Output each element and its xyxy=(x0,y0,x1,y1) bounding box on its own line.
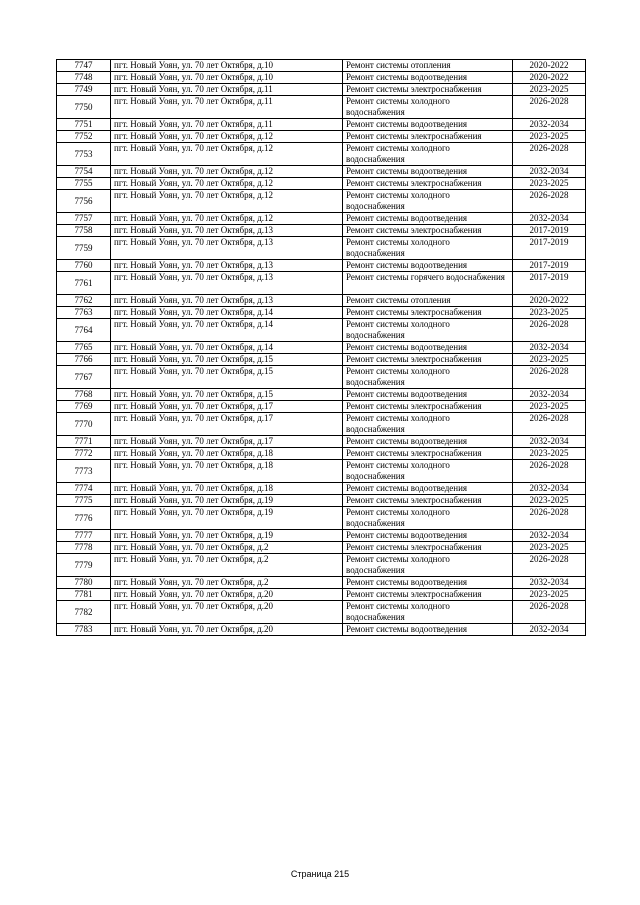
row-number: 7775 xyxy=(57,495,111,507)
row-number: 7770 xyxy=(57,413,111,436)
row-address: пгт. Новый Уоян, ул. 70 лет Октября, д.11 xyxy=(111,96,343,119)
row-address: пгт. Новый Уоян, ул. 70 лет Октября, д.11 xyxy=(111,119,343,131)
table-row xyxy=(57,366,586,389)
row-period: 2023-2025 xyxy=(513,178,586,190)
row-number: 7767 xyxy=(57,366,111,389)
row-period: 2023-2025 xyxy=(513,401,586,413)
row-address: пгт. Новый Уоян, ул. 70 лет Октября, д.17 xyxy=(111,413,343,436)
row-number: 7761 xyxy=(57,272,111,295)
row-address: пгт. Новый Уоян, ул. 70 лет Октября, д.20 xyxy=(111,624,343,636)
row-number: 7758 xyxy=(57,225,111,237)
row-address: пгт. Новый Уоян, ул. 70 лет Октября, д.17 xyxy=(111,436,343,448)
row-period: 2032-2034 xyxy=(513,342,586,354)
row-work-type: Ремонт системы холодного водоснабжения xyxy=(343,601,513,624)
row-number: 7771 xyxy=(57,436,111,448)
table-row xyxy=(57,601,586,624)
row-address: пгт. Новый Уоян, ул. 70 лет Октября, д.2 xyxy=(111,577,343,589)
row-number: 7764 xyxy=(57,319,111,342)
row-number: 7782 xyxy=(57,601,111,624)
row-work-type: Ремонт системы отопления xyxy=(343,295,513,307)
table-row xyxy=(57,119,586,131)
row-period: 2032-2034 xyxy=(513,119,586,131)
row-number: 7772 xyxy=(57,448,111,460)
row-period: 2026-2028 xyxy=(513,507,586,530)
row-address: пгт. Новый Уоян, ул. 70 лет Октября, д.19 xyxy=(111,530,343,542)
works-table xyxy=(56,59,586,636)
table-row xyxy=(57,272,586,295)
table-row xyxy=(57,295,586,307)
row-number: 7748 xyxy=(57,72,111,84)
row-number: 7768 xyxy=(57,389,111,401)
table-row xyxy=(57,354,586,366)
row-number: 7769 xyxy=(57,401,111,413)
row-number: 7763 xyxy=(57,307,111,319)
table-row xyxy=(57,436,586,448)
row-period: 2026-2028 xyxy=(513,366,586,389)
row-work-type: Ремонт системы водоотведения xyxy=(343,436,513,448)
row-address: пгт. Новый Уоян, ул. 70 лет Октября, д.12 xyxy=(111,190,343,213)
row-work-type: Ремонт системы холодного водоснабжения xyxy=(343,143,513,166)
row-number: 7777 xyxy=(57,530,111,542)
row-address: пгт. Новый Уоян, ул. 70 лет Октября, д.20 xyxy=(111,601,343,624)
page-number: Страница 215 xyxy=(290,869,350,879)
row-work-type: Ремонт системы холодного водоснабжения xyxy=(343,190,513,213)
row-period: 2032-2034 xyxy=(513,483,586,495)
row-period: 2020-2022 xyxy=(513,72,586,84)
row-address: пгт. Новый Уоян, ул. 70 лет Октября, д.11 xyxy=(111,84,343,96)
row-number: 7750 xyxy=(57,96,111,119)
table-row xyxy=(57,319,586,342)
row-work-type: Ремонт системы холодного водоснабжения xyxy=(343,554,513,577)
table-row xyxy=(57,483,586,495)
table-row xyxy=(57,413,586,436)
row-work-type: Ремонт системы электроснабжения xyxy=(343,354,513,366)
row-address: пгт. Новый Уоян, ул. 70 лет Октября, д.12 xyxy=(111,131,343,143)
row-period: 2026-2028 xyxy=(513,143,586,166)
row-work-type: Ремонт системы электроснабжения xyxy=(343,307,513,319)
table-row xyxy=(57,307,586,319)
row-work-type: Ремонт системы электроснабжения xyxy=(343,225,513,237)
row-number: 7756 xyxy=(57,190,111,213)
row-work-type: Ремонт системы электроснабжения xyxy=(343,495,513,507)
table-row xyxy=(57,577,586,589)
table-row xyxy=(57,542,586,554)
row-number: 7773 xyxy=(57,460,111,483)
row-number: 7778 xyxy=(57,542,111,554)
row-number: 7760 xyxy=(57,260,111,272)
row-address: пгт. Новый Уоян, ул. 70 лет Октября, д.20 xyxy=(111,589,343,601)
row-number: 7757 xyxy=(57,213,111,225)
table-row xyxy=(57,72,586,84)
row-work-type: Ремонт системы водоотведения xyxy=(343,342,513,354)
table-row xyxy=(57,84,586,96)
table-row xyxy=(57,389,586,401)
row-work-type: Ремонт системы холодного водоснабжения xyxy=(343,366,513,389)
row-work-type: Ремонт системы водоотведения xyxy=(343,530,513,542)
table-row xyxy=(57,190,586,213)
row-work-type: Ремонт системы горячего водоснабжения xyxy=(343,272,513,295)
row-work-type: Ремонт системы водоотведения xyxy=(343,389,513,401)
row-number: 7751 xyxy=(57,119,111,131)
table-row xyxy=(57,530,586,542)
row-address: пгт. Новый Уоян, ул. 70 лет Октября, д.12 xyxy=(111,143,343,166)
row-work-type: Ремонт системы электроснабжения xyxy=(343,542,513,554)
row-work-type: Ремонт системы электроснабжения xyxy=(343,131,513,143)
row-work-type: Ремонт системы электроснабжения xyxy=(343,589,513,601)
row-number: 7747 xyxy=(57,60,111,72)
row-address: пгт. Новый Уоян, ул. 70 лет Октября, д.19 xyxy=(111,495,343,507)
row-address: пгт. Новый Уоян, ул. 70 лет Октября, д.2 xyxy=(111,554,343,577)
row-number: 7752 xyxy=(57,131,111,143)
row-period: 2017-2019 xyxy=(513,272,586,295)
row-period: 2017-2019 xyxy=(513,225,586,237)
table-row xyxy=(57,401,586,413)
row-number: 7780 xyxy=(57,577,111,589)
table-row xyxy=(57,131,586,143)
table-row xyxy=(57,178,586,190)
row-period: 2023-2025 xyxy=(513,307,586,319)
row-period: 2032-2034 xyxy=(513,624,586,636)
row-number: 7779 xyxy=(57,554,111,577)
row-work-type: Ремонт системы водоотведения xyxy=(343,72,513,84)
row-address: пгт. Новый Уоян, ул. 70 лет Октября, д.12 xyxy=(111,178,343,190)
row-period: 2026-2028 xyxy=(513,460,586,483)
row-address: пгт. Новый Уоян, ул. 70 лет Октября, д.12 xyxy=(111,166,343,178)
row-address: пгт. Новый Уоян, ул. 70 лет Октября, д.13 xyxy=(111,237,343,260)
row-work-type: Ремонт системы холодного водоснабжения xyxy=(343,460,513,483)
row-work-type: Ремонт системы холодного водоснабжения xyxy=(343,507,513,530)
row-work-type: Ремонт системы водоотведения xyxy=(343,624,513,636)
row-period: 2023-2025 xyxy=(513,354,586,366)
table-row xyxy=(57,166,586,178)
table-row xyxy=(57,213,586,225)
table-row xyxy=(57,554,586,577)
row-address: пгт. Новый Уоян, ул. 70 лет Октября, д.15 xyxy=(111,354,343,366)
row-work-type: Ремонт системы водоотведения xyxy=(343,260,513,272)
row-period: 2023-2025 xyxy=(513,495,586,507)
row-address: пгт. Новый Уоян, ул. 70 лет Октября, д.14 xyxy=(111,342,343,354)
row-number: 7765 xyxy=(57,342,111,354)
row-number: 7783 xyxy=(57,624,111,636)
row-address: пгт. Новый Уоян, ул. 70 лет Октября, д.18 xyxy=(111,460,343,483)
row-period: 2032-2034 xyxy=(513,577,586,589)
row-work-type: Ремонт системы электроснабжения xyxy=(343,401,513,413)
row-address: пгт. Новый Уоян, ул. 70 лет Октября, д.10 xyxy=(111,60,343,72)
row-period: 2026-2028 xyxy=(513,601,586,624)
table-row xyxy=(57,448,586,460)
table-row xyxy=(57,225,586,237)
row-address: пгт. Новый Уоян, ул. 70 лет Октября, д.12 xyxy=(111,213,343,225)
row-period: 2026-2028 xyxy=(513,190,586,213)
table-row xyxy=(57,495,586,507)
row-address: пгт. Новый Уоян, ул. 70 лет Октября, д.17 xyxy=(111,401,343,413)
works-table-body xyxy=(57,60,586,636)
row-period: 2020-2022 xyxy=(513,295,586,307)
table-row xyxy=(57,96,586,119)
row-period: 2026-2028 xyxy=(513,413,586,436)
row-address: пгт. Новый Уоян, ул. 70 лет Октября, д.14 xyxy=(111,307,343,319)
row-period: 2032-2034 xyxy=(513,389,586,401)
row-address: пгт. Новый Уоян, ул. 70 лет Октября, д.13 xyxy=(111,295,343,307)
table-row xyxy=(57,342,586,354)
row-period: 2026-2028 xyxy=(513,554,586,577)
row-address: пгт. Новый Уоян, ул. 70 лет Октября, д.13 xyxy=(111,260,343,272)
row-period: 2032-2034 xyxy=(513,213,586,225)
row-address: пгт. Новый Уоян, ул. 70 лет Октября, д.13 xyxy=(111,272,343,295)
row-address: пгт. Новый Уоян, ул. 70 лет Октября, д.15 xyxy=(111,366,343,389)
table-row xyxy=(57,507,586,530)
table-row xyxy=(57,589,586,601)
row-period: 2023-2025 xyxy=(513,542,586,554)
row-number: 7753 xyxy=(57,143,111,166)
table-row xyxy=(57,60,586,72)
row-work-type: Ремонт системы холодного водоснабжения xyxy=(343,237,513,260)
row-period: 2032-2034 xyxy=(513,530,586,542)
row-work-type: Ремонт системы отопления xyxy=(343,60,513,72)
row-number: 7776 xyxy=(57,507,111,530)
row-number: 7762 xyxy=(57,295,111,307)
table-row xyxy=(57,143,586,166)
row-work-type: Ремонт системы электроснабжения xyxy=(343,84,513,96)
row-address: пгт. Новый Уоян, ул. 70 лет Октября, д.19 xyxy=(111,507,343,530)
row-period: 2017-2019 xyxy=(513,260,586,272)
row-period: 2026-2028 xyxy=(513,96,586,119)
row-number: 7781 xyxy=(57,589,111,601)
row-address: пгт. Новый Уоян, ул. 70 лет Октября, д.18 xyxy=(111,483,343,495)
row-period: 2020-2022 xyxy=(513,60,586,72)
row-number: 7759 xyxy=(57,237,111,260)
row-work-type: Ремонт системы водоотведения xyxy=(343,119,513,131)
row-period: 2023-2025 xyxy=(513,448,586,460)
row-work-type: Ремонт системы холодного водоснабжения xyxy=(343,319,513,342)
row-work-type: Ремонт системы холодного водоснабжения xyxy=(343,413,513,436)
row-period: 2026-2028 xyxy=(513,319,586,342)
row-address: пгт. Новый Уоян, ул. 70 лет Октября, д.14 xyxy=(111,319,343,342)
table-row xyxy=(57,237,586,260)
row-number: 7774 xyxy=(57,483,111,495)
row-period: 2032-2034 xyxy=(513,436,586,448)
row-work-type: Ремонт системы водоотведения xyxy=(343,483,513,495)
row-period: 2023-2025 xyxy=(513,131,586,143)
row-period: 2023-2025 xyxy=(513,84,586,96)
row-work-type: Ремонт системы электроснабжения xyxy=(343,448,513,460)
row-work-type: Ремонт системы холодного водоснабжения xyxy=(343,96,513,119)
row-address: пгт. Новый Уоян, ул. 70 лет Октября, д.18 xyxy=(111,448,343,460)
row-period: 2023-2025 xyxy=(513,589,586,601)
table-row xyxy=(57,624,586,636)
row-number: 7755 xyxy=(57,178,111,190)
row-address: пгт. Новый Уоян, ул. 70 лет Октября, д.10 xyxy=(111,72,343,84)
row-work-type: Ремонт системы электроснабжения xyxy=(343,178,513,190)
row-address: пгт. Новый Уоян, ул. 70 лет Октября, д.15 xyxy=(111,389,343,401)
row-period: 2017-2019 xyxy=(513,237,586,260)
row-period: 2032-2034 xyxy=(513,166,586,178)
row-work-type: Ремонт системы водоотведения xyxy=(343,213,513,225)
table-row xyxy=(57,460,586,483)
row-address: пгт. Новый Уоян, ул. 70 лет Октября, д.13 xyxy=(111,225,343,237)
row-number: 7766 xyxy=(57,354,111,366)
row-work-type: Ремонт системы водоотведения xyxy=(343,577,513,589)
row-address: пгт. Новый Уоян, ул. 70 лет Октября, д.2 xyxy=(111,542,343,554)
row-number: 7754 xyxy=(57,166,111,178)
table-row xyxy=(57,260,586,272)
row-number: 7749 xyxy=(57,84,111,96)
row-work-type: Ремонт системы водоотведения xyxy=(343,166,513,178)
